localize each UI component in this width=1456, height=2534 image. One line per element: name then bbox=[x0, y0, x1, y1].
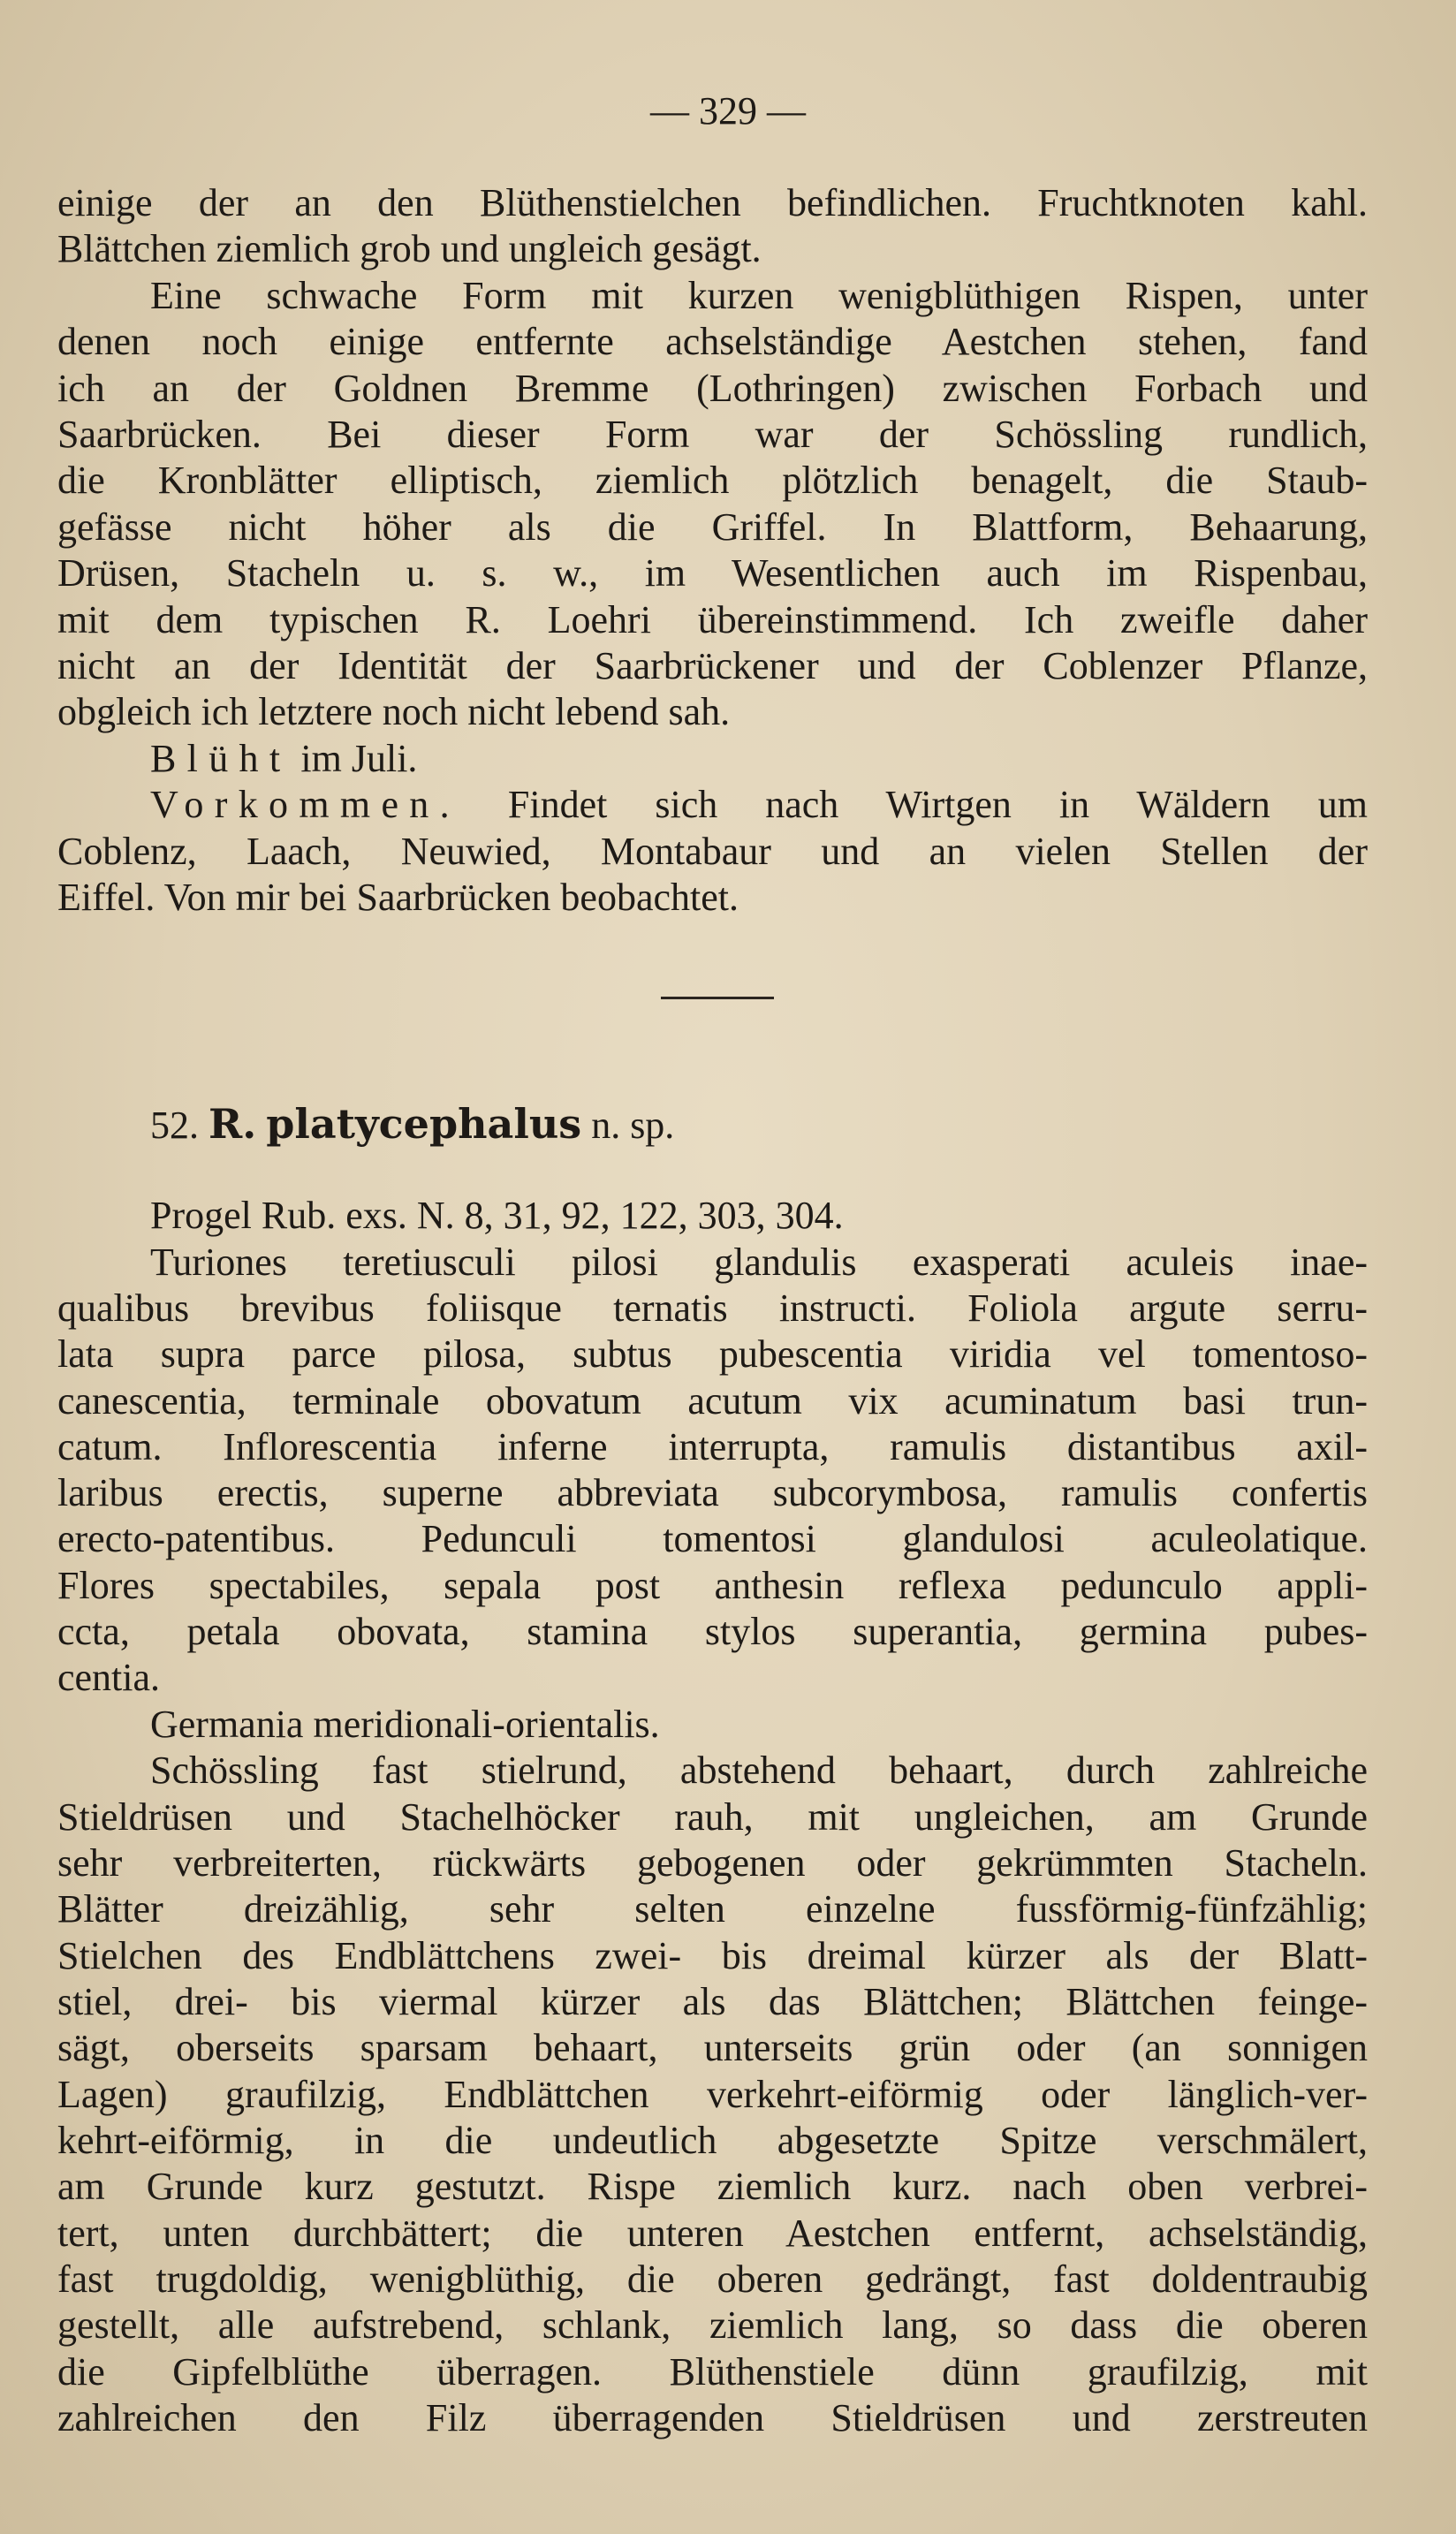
section-divider bbox=[661, 997, 774, 999]
vorkommen-label: Vorkommen. bbox=[150, 783, 460, 826]
latin-line: catum. Inflorescentia inferne interrupta, ramulis distantibus axil- bbox=[57, 1425, 1368, 1468]
german-line: sehr verbreiterten, rückwärts gebogenen oder gekrümmten Stacheln. bbox=[57, 1841, 1368, 1885]
german-line: fast trugdoldig, wenigblüthig, die oberen gedrängt, fast doldentraubig bbox=[57, 2257, 1368, 2301]
region-line: Germania meridionali-orientalis. bbox=[150, 1703, 660, 1746]
german-line: zahlreichen den Filz überragenden Stieldrüsen und zerstreuten bbox=[57, 2396, 1368, 2439]
german-line: am Grunde kurz gestutzt. Rispe ziemlich kurz. nach oben verbrei- bbox=[57, 2165, 1368, 2208]
vorkommen-line bbox=[150, 782, 1368, 828]
text-line: Blättchen ziemlich grob und ungleich gesägt. bbox=[57, 227, 762, 270]
species-name: platycephalus bbox=[266, 1100, 582, 1148]
latin-line: Turiones teretiusculi pilosi glandulis exasperati aculeis inae- bbox=[150, 1240, 1368, 1284]
text-line: ich an der Goldnen Bremme (Lothringen) zwischen Forbach und bbox=[57, 367, 1368, 410]
german-line: kehrt-eiförmig, in die undeutlich abgesetzte Spitze verschmälert, bbox=[57, 2119, 1368, 2162]
species-suffix: n. sp. bbox=[591, 1104, 675, 1147]
german-line: Lagen) graufilzig, Endblättchen verkehrt-eiförmig oder länglich-ver- bbox=[57, 2073, 1368, 2116]
text-line: nicht an der Identität der Saarbrückener und der Coblenzer Pflanze, bbox=[57, 644, 1368, 687]
text-line: Drüsen, Stacheln u. s. w., im Wesentlichen auch im Rispenbau, bbox=[57, 551, 1368, 595]
german-line: Blätter dreizählig, sehr selten einzelne fussförmig-fünfzählig; bbox=[57, 1887, 1368, 1931]
text-line: einige der an den Blüthenstielchen befindlichen. Fruchtknoten kahl. bbox=[57, 181, 1368, 224]
latin-line: erecto-patentibus. Pedunculi tomentosi glandulosi aculeolatique. bbox=[57, 1517, 1368, 1560]
latin-line: laribus erectis, superne abbreviata subcorymbosa, ramulis confertis bbox=[57, 1471, 1368, 1514]
german-line: die Gipfelblüthe überragen. Blüthenstiele dünn graufilzig, mit bbox=[57, 2350, 1368, 2394]
latin-line: ccta, petala obovata, stamina stylos superantia, germina pubes- bbox=[57, 1610, 1368, 1653]
bluht-label: Blüht bbox=[150, 737, 292, 780]
german-line: gestellt, alle aufstrebend, schlank, ziemlich lang, so dass die oberen bbox=[57, 2303, 1368, 2347]
species-heading bbox=[150, 1101, 674, 1149]
latin-line: qualibus brevibus foliisque ternatis instructi. Foliola argute serru- bbox=[57, 1286, 1368, 1330]
text-line: obgleich ich letztere noch nicht lebend sah. bbox=[57, 690, 731, 733]
german-line: sägt, oberseits sparsam behaart, unterseits grün oder (an sonnigen bbox=[57, 2026, 1368, 2069]
latin-line: Flores spectabiles, sepala post anthesin reflexa pedunculo appli- bbox=[57, 1564, 1368, 1607]
text-line: Saarbrücken. Bei dieser Form war der Schössling rundlich, bbox=[57, 413, 1368, 456]
text-line: gefässe nicht höher als die Griffel. In Blattform, Behaarung, bbox=[57, 505, 1368, 549]
text-line: Eine schwache Form mit kurzen wenigblüthigen Rispen, unter bbox=[150, 274, 1368, 317]
german-line: tert, unten durchbättert; die unteren Aestchen entfernt, achselständig, bbox=[57, 2212, 1368, 2255]
text-line: denen noch einige entfernte achselständige Aestchen stehen, fand bbox=[57, 320, 1368, 363]
latin-line: canescentia, terminale obovatum acutum vix acuminatum basi trun- bbox=[57, 1379, 1368, 1423]
latin-line: lata supra parce pilosa, subtus pubescentia viridia vel tomentoso- bbox=[57, 1332, 1368, 1376]
text-line: Coblenz, Laach, Neuwied, Montabaur und an vielen Stellen der bbox=[57, 830, 1368, 873]
german-line: stiel, drei- bis viermal kürzer als das Blättchen; Blättchen feinge- bbox=[57, 1980, 1368, 2023]
text-line: mit dem typischen R. Loehri übereinstimmend. Ich zweifle daher bbox=[57, 598, 1368, 641]
german-line: Schössling fast stielrund, abstehend behaart, durch zahlreiche bbox=[150, 1749, 1368, 1792]
german-line: Stieldrüsen und Stachelhöcker rauh, mit ungleichen, am Grunde bbox=[57, 1795, 1368, 1839]
text-line: die Kronblätter elliptisch, ziemlich plötzlich benagelt, die Staub- bbox=[57, 459, 1368, 502]
text-line: Eiffel. Von mir bei Saarbrücken beobachtet. bbox=[57, 876, 739, 919]
exsiccatae-line: Progel Rub. exs. N. 8, 31, 92, 122, 303, 304. bbox=[150, 1194, 844, 1237]
page-number: — 329 — bbox=[650, 89, 806, 133]
latin-line: centia. bbox=[57, 1656, 161, 1699]
vorkommen-text: Findet sich nach Wirtgen in Wäldern um bbox=[459, 783, 1368, 826]
species-genus: R. bbox=[209, 1100, 257, 1148]
bluht-line bbox=[150, 736, 1368, 782]
species-number: 52. bbox=[150, 1104, 199, 1147]
german-line: Stielchen des Endblättchens zwei- bis dreimal kürzer als der Blatt- bbox=[57, 1934, 1368, 1977]
bluht-text: im Juli. bbox=[291, 737, 418, 780]
